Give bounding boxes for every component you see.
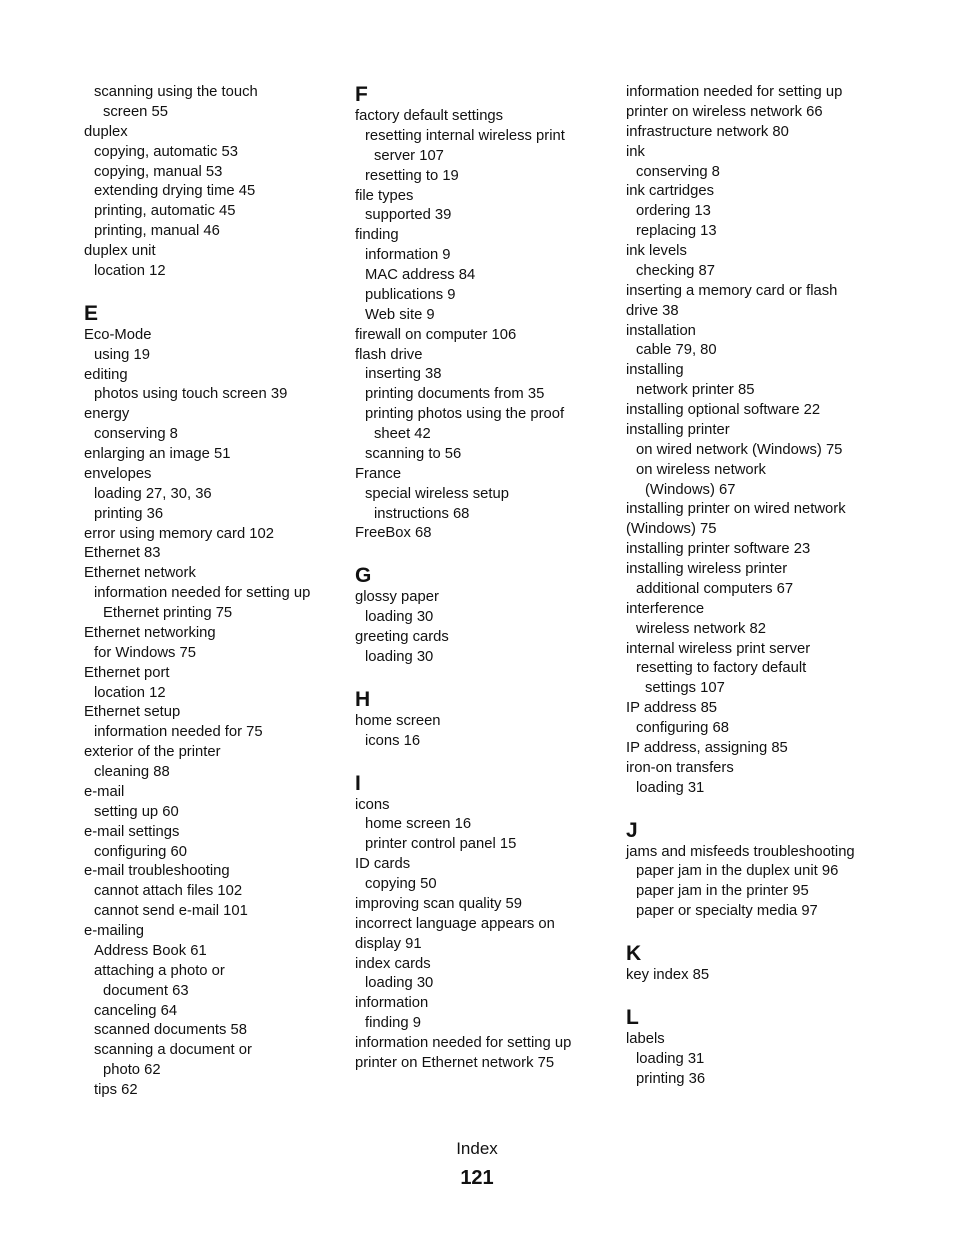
index-entry: printer on Ethernet network 75 xyxy=(355,1054,555,1071)
index-subentry: Web site 9 xyxy=(365,306,435,323)
index-subentry: home screen 16 xyxy=(365,816,472,833)
index-entry: drive 38 xyxy=(626,302,679,319)
index-entry: flash drive xyxy=(355,346,423,363)
index-subentry: photos using touch screen 39 xyxy=(94,386,288,403)
index-subentry: publications 9 xyxy=(365,286,456,303)
index-subentry: attaching a photo or xyxy=(94,962,225,979)
index-letter-heading: L xyxy=(626,1005,639,1029)
section-gap xyxy=(355,752,617,772)
index-subentry: information 9 xyxy=(365,247,451,264)
index-subentry: loading 30 xyxy=(365,609,434,626)
index-subentry: sheet 42 xyxy=(374,426,431,442)
index-entry: Eco-Mode xyxy=(84,326,152,343)
index-subentry: for Windows 75 xyxy=(94,644,196,661)
index-subentry: screen 55 xyxy=(103,103,168,120)
index-entry: inserting a memory card or flash xyxy=(626,282,838,299)
index-subentry: loading 30 xyxy=(365,975,434,992)
index-subentry: paper or specialty media 97 xyxy=(636,903,818,920)
index-entry: printer on wireless network 66 xyxy=(626,103,823,120)
index-entry: glossy paper xyxy=(355,589,439,606)
index-entry: firewall on computer 106 xyxy=(355,326,517,343)
index-subentry: printing 36 xyxy=(94,505,164,522)
index-subentry: icons 16 xyxy=(365,732,421,749)
index-subentry: printing 36 xyxy=(636,1070,706,1087)
section-gap xyxy=(355,544,617,564)
index-subentry: resetting to factory default xyxy=(636,660,807,677)
index-entry: infrastructure network 80 xyxy=(626,123,789,140)
index-subentry: scanned documents 58 xyxy=(94,1022,248,1039)
index-entry: IP address 85 xyxy=(626,700,718,717)
index-entry: installing printer xyxy=(626,421,730,438)
index-subentry: additional computers 67 xyxy=(636,580,794,597)
index-entry: error using memory card 102 xyxy=(84,525,274,542)
index-subentry: location 12 xyxy=(94,262,166,279)
section-gap xyxy=(355,668,617,688)
index-entry: display 91 xyxy=(355,935,422,952)
index-subentry: configuring 68 xyxy=(636,720,729,736)
index-subentry: loading 30 xyxy=(365,648,434,665)
index-entry: Ethernet 83 xyxy=(84,545,161,562)
index-subentry: extending drying time 45 xyxy=(94,183,256,200)
section-gap xyxy=(626,922,926,942)
index-entry: installing xyxy=(626,362,684,379)
index-entry: icons xyxy=(355,796,390,813)
index-subentry: photo 62 xyxy=(103,1062,161,1079)
index-subentry: tips 62 xyxy=(94,1082,138,1098)
index-subentry: location 12 xyxy=(94,684,166,701)
index-column-3 xyxy=(626,83,926,1090)
index-subentry: finding 9 xyxy=(365,1015,421,1032)
section-gap xyxy=(84,282,346,302)
index-subentry: configuring 60 xyxy=(94,843,187,860)
index-entry: index cards xyxy=(355,955,431,972)
index-entry: Ethernet setup xyxy=(84,704,181,721)
index-subentry: network printer 85 xyxy=(636,382,755,399)
index-subentry: conserving 8 xyxy=(636,163,720,180)
index-subentry: ordering 13 xyxy=(636,203,711,220)
index-subentry: special wireless setup xyxy=(365,485,509,502)
index-subentry: printer control panel 15 xyxy=(365,836,517,853)
index-entry: factory default settings xyxy=(355,108,504,124)
index-entry: interference xyxy=(626,600,705,617)
index-subentry: cannot attach files 102 xyxy=(94,883,243,900)
index-entry: exterior of the printer xyxy=(84,744,221,761)
index-subentry: instructions 68 xyxy=(374,505,470,522)
index-entry: Ethernet port xyxy=(84,664,170,681)
index-subentry: supported 39 xyxy=(365,207,452,224)
index-subentry: scanning a document or xyxy=(94,1042,252,1059)
index-subentry: copying 50 xyxy=(365,876,437,892)
index-entry: installing optional software 22 xyxy=(626,402,821,418)
index-entry: duplex xyxy=(84,123,128,140)
index-subentry: information needed for setting up xyxy=(94,585,311,602)
index-subentry: inserting 38 xyxy=(365,366,442,383)
index-subentry: conserving 8 xyxy=(94,426,178,443)
index-subentry: MAC address 84 xyxy=(365,267,476,283)
index-subentry: loading 27, 30, 36 xyxy=(94,485,212,502)
index-entry: ink xyxy=(626,143,645,160)
index-subentry: paper jam in the printer 95 xyxy=(636,883,809,900)
index-letter-heading: H xyxy=(355,687,371,711)
index-subentry: printing documents from 35 xyxy=(365,386,545,403)
index-subentry: paper jam in the duplex unit 96 xyxy=(636,863,839,880)
index-subentry: using 19 xyxy=(94,346,150,363)
index-subentry: scanning using the touch xyxy=(94,84,258,100)
index-entry: home screen xyxy=(355,712,441,729)
index-entry: FreeBox 68 xyxy=(355,525,432,542)
index-entry: jams and misfeeds troubleshooting xyxy=(626,843,855,860)
index-column-1 xyxy=(84,83,346,1101)
index-entry: improving scan quality 59 xyxy=(355,895,522,912)
index-entry: enlarging an image 51 xyxy=(84,446,231,462)
index-entry: key index 85 xyxy=(626,967,710,983)
index-subentry: information needed for 75 xyxy=(94,724,263,741)
index-letter-heading: F xyxy=(355,83,368,106)
index-entry: e-mail troubleshooting xyxy=(84,863,230,880)
index-column-2 xyxy=(355,83,617,1074)
index-entry: duplex unit xyxy=(84,243,156,259)
index-entry: file types xyxy=(355,187,414,204)
index-subentry: cable 79, 80 xyxy=(636,342,717,359)
index-entry: finding xyxy=(355,227,399,244)
index-subentry: setting up 60 xyxy=(94,803,179,820)
index-subentry: replacing 13 xyxy=(636,223,717,240)
index-subentry: Ethernet printing 75 xyxy=(103,605,233,621)
index-entry: e-mailing xyxy=(84,923,145,939)
index-subentry: copying, automatic 53 xyxy=(94,143,238,160)
index-entry: installation xyxy=(626,322,696,339)
index-entry: information xyxy=(355,995,429,1012)
index-entry: envelopes xyxy=(84,465,152,482)
index-subentry: server 107 xyxy=(374,147,444,164)
index-entry: ID cards xyxy=(355,856,411,873)
index-entry: Ethernet networking xyxy=(84,624,216,641)
footer-section-label: Index xyxy=(456,1139,498,1158)
index-entry: installing printer software 23 xyxy=(626,541,811,558)
index-entry: e-mail settings xyxy=(84,823,180,840)
index-entry: e-mail xyxy=(84,783,125,800)
index-entry: (Windows) 75 xyxy=(626,521,717,538)
index-entry: ink cartridges xyxy=(626,183,714,200)
index-subentry: (Windows) 67 xyxy=(645,481,736,498)
index-subentry: cleaning 88 xyxy=(94,764,170,780)
index-entry: labels xyxy=(626,1030,665,1047)
index-subentry: on wireless network xyxy=(636,461,766,478)
index-entry: installing printer on wired network xyxy=(626,501,846,518)
index-subentry: printing, manual 46 xyxy=(94,223,220,240)
index-subentry: cannot send e-mail 101 xyxy=(94,903,248,920)
index-subentry: copying, manual 53 xyxy=(94,163,223,180)
index-subentry: wireless network 82 xyxy=(636,620,766,637)
index-entry: information needed for setting up xyxy=(355,1035,572,1051)
index-subentry: loading 31 xyxy=(636,1050,705,1067)
section-gap xyxy=(626,986,926,1006)
index-entry: IP address, assigning 85 xyxy=(626,739,788,756)
index-subentry: resetting to 19 xyxy=(365,167,459,184)
index-entry: greeting cards xyxy=(355,629,449,645)
index-subentry: loading 31 xyxy=(636,779,705,796)
index-subentry: document 63 xyxy=(103,982,189,999)
index-letter-heading: J xyxy=(626,818,638,842)
index-subentry: settings 107 xyxy=(645,680,725,697)
index-subentry: Address Book 61 xyxy=(94,942,207,959)
index-entry: energy xyxy=(84,406,130,423)
section-gap xyxy=(626,799,926,819)
index-subentry: on wired network (Windows) 75 xyxy=(636,441,843,458)
index-subentry: checking 87 xyxy=(636,262,715,279)
index-entry: Ethernet network xyxy=(84,565,196,582)
index-letter-heading: G xyxy=(355,564,372,588)
index-letter-heading: I xyxy=(355,771,361,795)
index-subentry: resetting internal wireless print xyxy=(365,127,565,144)
index-letter-heading: E xyxy=(84,301,99,325)
index-subentry: printing, automatic 45 xyxy=(94,203,236,220)
index-entry: editing xyxy=(84,366,128,383)
index-subentry: printing photos using the proof xyxy=(365,406,565,423)
index-subentry: canceling 64 xyxy=(94,1002,178,1019)
index-entry: iron-on transfers xyxy=(626,759,734,776)
index-entry: installing wireless printer xyxy=(626,561,788,577)
index-letter-heading: K xyxy=(626,942,642,965)
index-subentry: scanning to 56 xyxy=(365,445,462,462)
page-number: 121 xyxy=(460,1167,494,1189)
index-entry: internal wireless print server xyxy=(626,640,811,657)
index-entry: ink levels xyxy=(626,243,687,259)
index-entry: information needed for setting up xyxy=(626,84,843,100)
index-entry: France xyxy=(355,465,402,482)
index-entry: incorrect language appears on xyxy=(355,915,555,932)
